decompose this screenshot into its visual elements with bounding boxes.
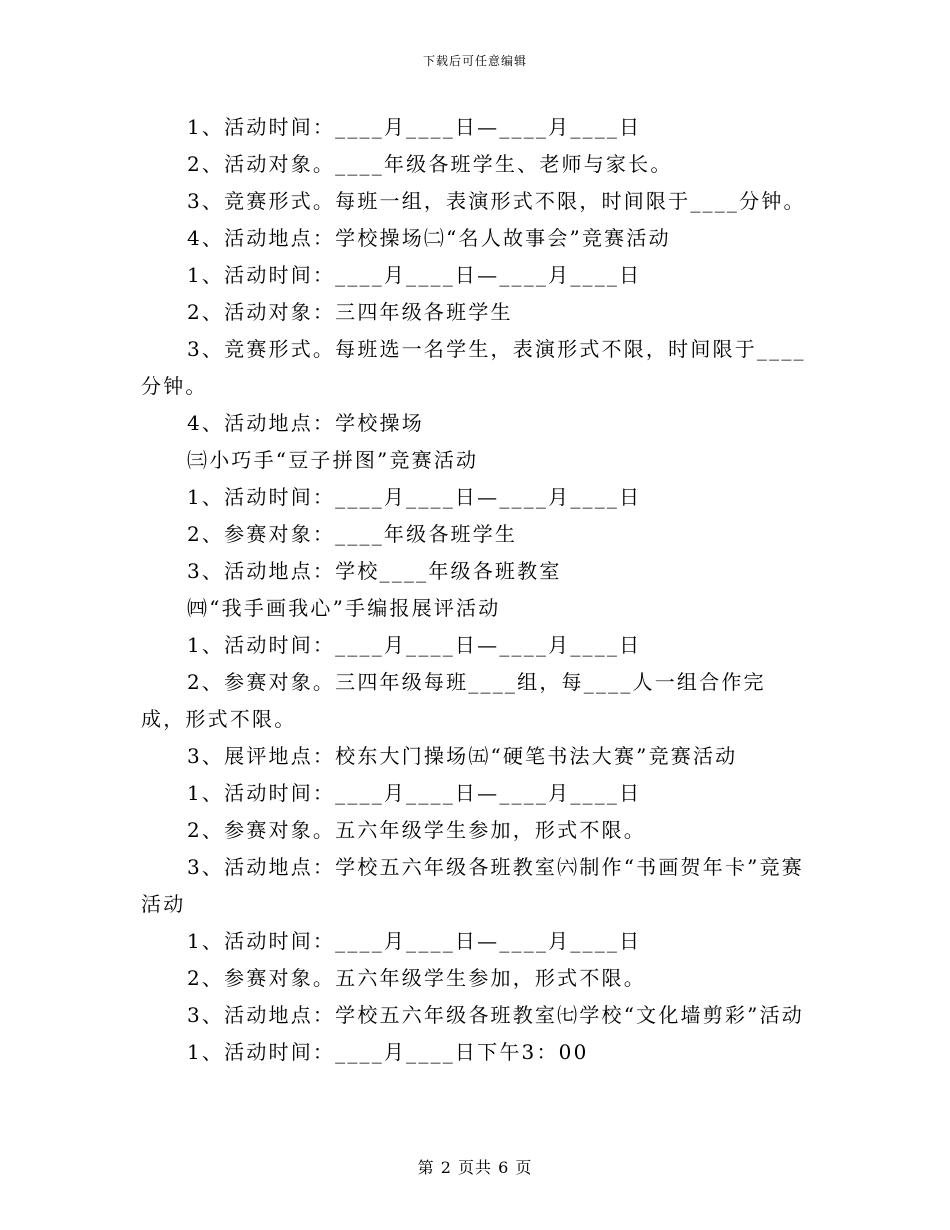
- paragraph: 1、活动时间：____月____日—____月____日: [187, 781, 642, 805]
- paragraph: 3、活动地点：学校五六年级各班教室㈦学校“文化墙剪彩”活动: [187, 1003, 804, 1027]
- paragraph: 2、参赛对象。五六年级学生参加，形式不限。: [187, 966, 646, 990]
- paragraph: 1、活动时间：____月____日下午3：00: [187, 1040, 589, 1064]
- page-header: 下载后可任意编辑: [422, 54, 527, 68]
- paragraph: 3、活动地点：学校五六年级各班教室㈥制作“书画贺年卡”竞赛活动: [141, 855, 804, 916]
- paragraph: 4、活动地点：学校操场㈡“名人故事会”竞赛活动: [187, 226, 671, 250]
- section-heading: ㈢小巧手“豆子拼图”竞赛活动: [187, 448, 479, 472]
- paragraph: 2、活动对象。____年级各班学生、老师与家长。: [187, 152, 673, 176]
- paragraph: 2、参赛对象：____年级各班学生: [187, 522, 518, 546]
- paragraph: 3、展评地点：校东大门操场㈤“硬笔书法大赛”竞赛活动: [187, 744, 738, 768]
- paragraph: 4、活动地点：学校操场: [187, 411, 424, 435]
- paragraph: 1、活动时间：____月____日—____月____日: [187, 263, 642, 287]
- paragraph: 3、竞赛形式。每班一组，表演形式不限，时间限于____分钟。: [187, 189, 806, 213]
- paragraph: 2、参赛对象。三四年级每班____组，每____人一组合作完成，形式不限。: [141, 670, 766, 731]
- paragraph: 1、活动时间：____月____日—____月____日: [187, 115, 642, 139]
- paragraph: 1、活动时间：____月____日—____月____日: [187, 485, 642, 509]
- paragraph: 1、活动时间：____月____日—____月____日: [187, 633, 642, 657]
- page-footer: 第 2 页共 6 页: [417, 1158, 533, 1177]
- paragraph: 2、参赛对象。五六年级学生参加，形式不限。: [187, 818, 646, 842]
- section-heading: ㈣“我手画我心”手编报展评活动: [187, 596, 501, 620]
- document-body: [141, 109, 809, 1071]
- paragraph: 2、活动对象：三四年级各班学生: [187, 300, 513, 324]
- paragraph: 1、活动时间：____月____日—____月____日: [187, 929, 642, 953]
- paragraph: 3、活动地点：学校____年级各班教室: [187, 559, 562, 583]
- paragraph: 3、竞赛形式。每班选一名学生，表演形式不限，时间限于____分钟。: [141, 337, 806, 398]
